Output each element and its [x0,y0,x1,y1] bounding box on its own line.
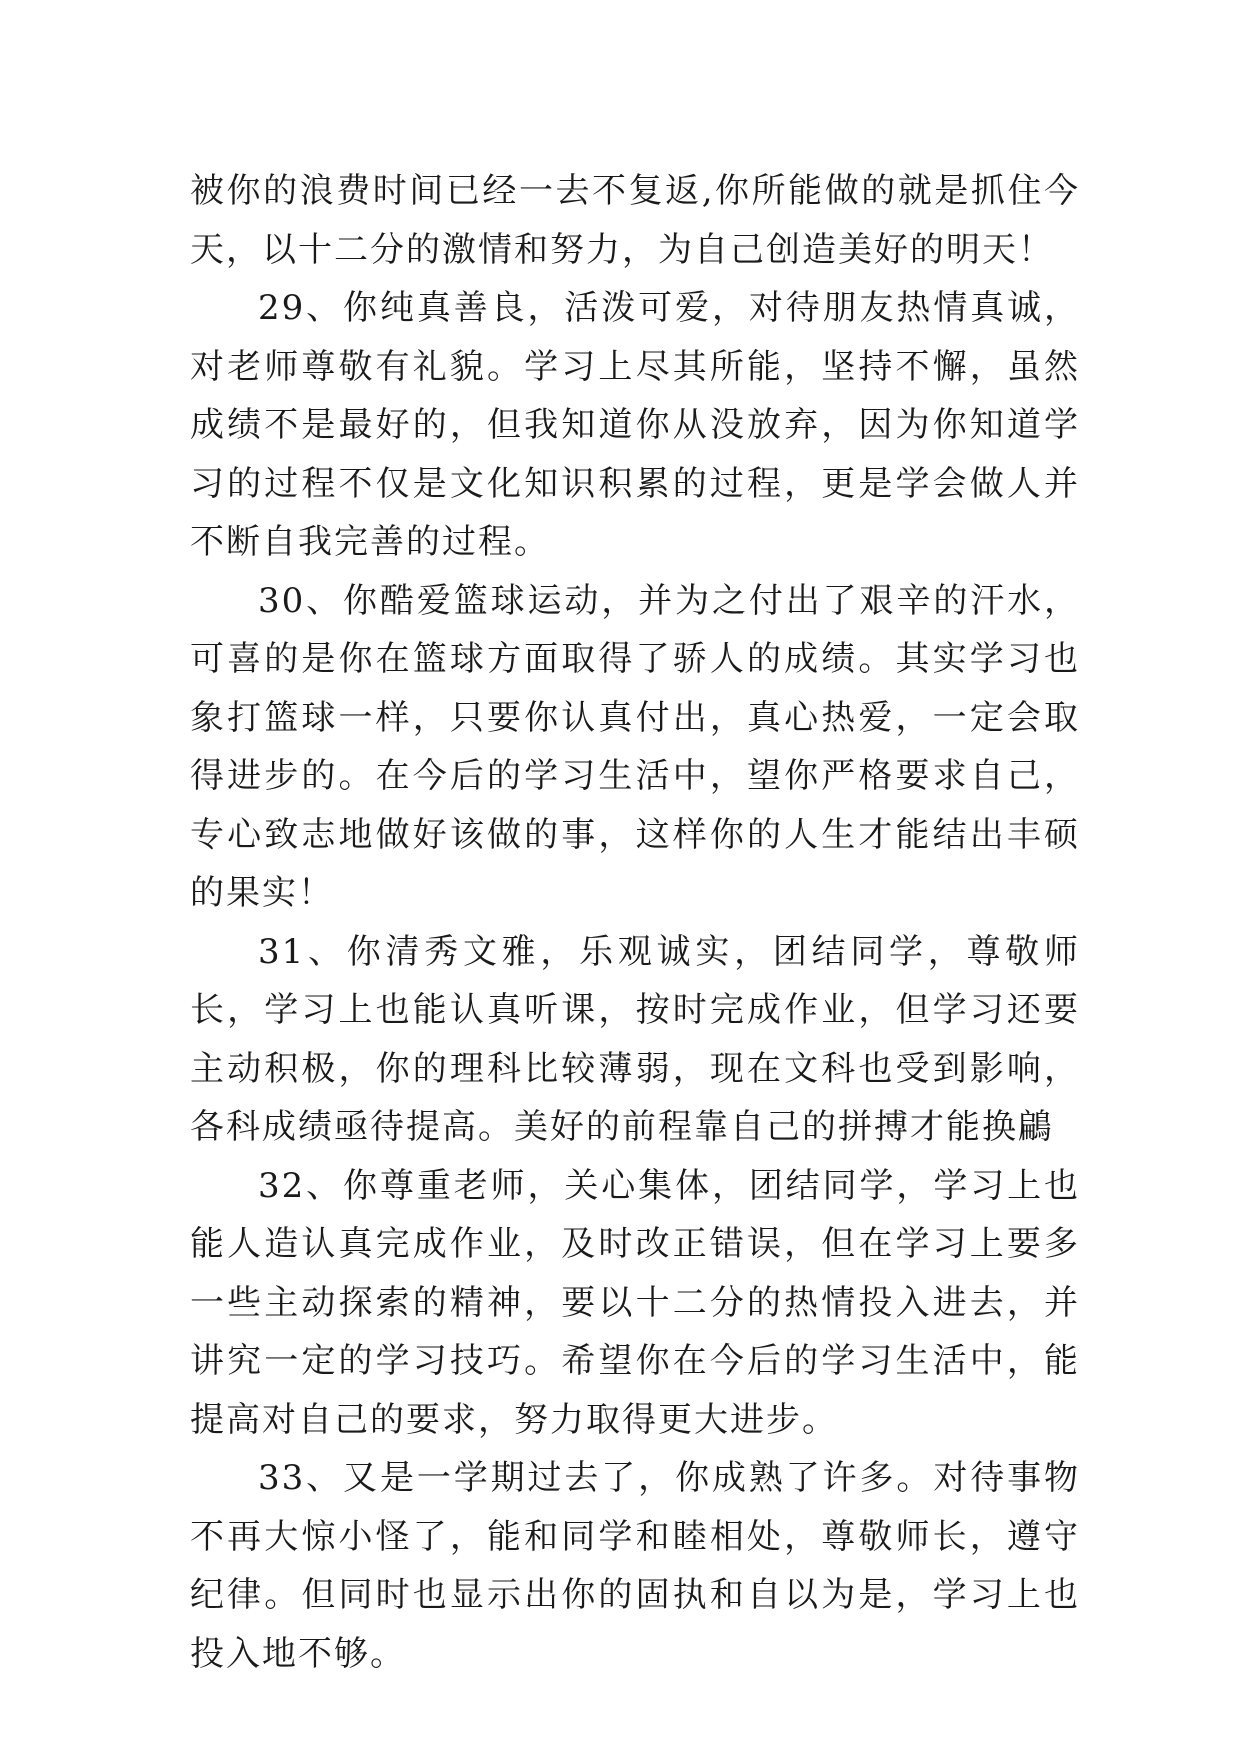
paragraph-33: 33、又是一学期过去了，你成熟了许多。对待事物不再大惊小怪了，能和同学和睦相处，尊敬师长，遵守纪律。但同时也显示出你的固执和自以为是，学习上也投入地不够。 [190,1458,1080,1674]
paragraph-continuation: 被你的浪费时间已经一去不复返,你所能做的就是抓住今天，以十二分的激情和努力，为自己创造美好的明天！ [190,171,1080,270]
body-text [190,162,1080,1683]
paragraph-32: 32、你尊重老师，关心集体，团结同学，学习上也能人造认真完成作业，及时改正错误，但在学习上要多一些主动探索的精神，要以十二分的热情投入进去，并讲究一定的学习技巧。希望你在今后的学习生活中，能提高对自己的要求，努力取得更大进步。 [190,1165,1080,1440]
paragraph-29: 29、你纯真善良，活泼可爱，对待朋友热情真诚，对老师尊敬有礼貌。学习上尽其所能，坚持不懈，虽然成绩不是最好的，但我知道你从没放弃，因为你知道学习的过程不仅是文化知识积累的过程，更是学会做人并不断自我完善的过程。 [190,288,1080,562]
paragraph-31: 31、你清秀文雅，乐观诚实，团结同学，尊敬师长，学习上也能认真听课，按时完成作业，但学习还要主动积极，你的理科比较薄弱，现在文科也受到影响，各科成绩亟待提高。美好的前程靠自己的拼搏才能换鶣 [190,931,1080,1147]
paragraph-30: 30、你酷爱篮球运动，并为之付出了艰辛的汗水，可喜的是你在篮球方面取得了骄人的成绩。其实学习也象打篮球一样，只要你认真付出，真心热爱，一定会取得进步的。在今后的学习生活中，望你严格要求自己，专心致志地做好该做的事，这样你的人生才能结出丰硕的果实！ [190,580,1080,913]
